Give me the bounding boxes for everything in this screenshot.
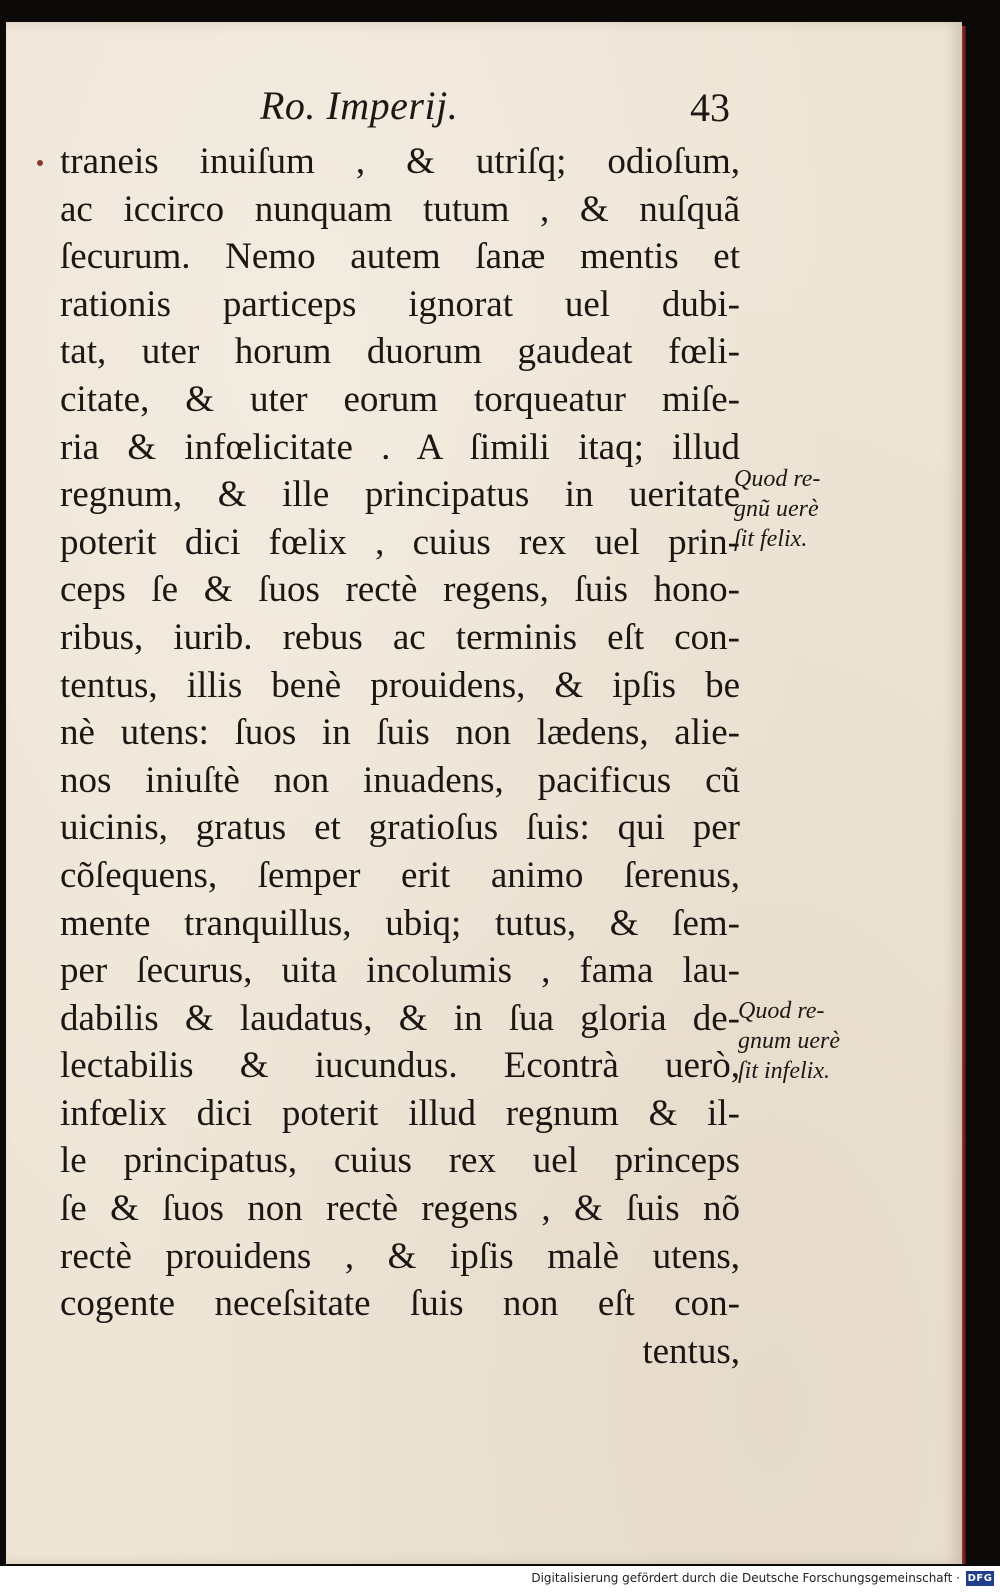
text-line: ac iccirco nunquam tutum , & nuſquã — [60, 188, 740, 230]
marginal-note-felix — [734, 464, 820, 554]
page-number: 43 — [690, 85, 730, 130]
text-line: mente tranquillus, ubiq; tutus, & ſem- — [60, 902, 740, 944]
text-line: tentus, illis benè prouidens, & ipſis be — [60, 664, 740, 706]
marginal-note-infelix — [738, 996, 840, 1086]
text-line: lectabilis & iucundus. Econtrà uerò, — [60, 1045, 740, 1087]
marginal-note-line: Quod re- — [734, 466, 821, 492]
text-line: dabilis & laudatus, & in ſua gloria de- — [60, 997, 740, 1039]
text-line: traneis inuiſum , & utriſq; odioſum, — [60, 141, 740, 182]
text-line: nè utens: ſuos in ſuis non lædens, alie- — [60, 712, 740, 754]
dfg-logo-icon: DFG — [967, 1573, 993, 1584]
text-line: ceps ſe & ſuos rectè regens, ſuis hono- — [60, 569, 740, 611]
text-line: ſecurum. Nemo autem ſanæ mentis et — [60, 236, 740, 278]
footer-bar — [0, 1566, 1000, 1592]
running-head — [60, 82, 730, 134]
text-line: ſe & ſuos non rectè regens , & ſuis nõ — [60, 1188, 740, 1230]
text-line: citate, & uter eorum torqueatur miſe- — [60, 378, 740, 420]
ink-mark — [37, 160, 43, 166]
body-text — [60, 138, 740, 1375]
text-line: rationis particeps ignorat uel dubi- — [60, 283, 740, 325]
text-line: regnum, & ille principatus in ueritate — [60, 474, 740, 516]
text-line: uicinis, gratus et gratioſus ſuis: qui per — [60, 807, 740, 849]
marginal-note-line: ſit infelix. — [738, 1058, 830, 1084]
running-title: Ro. Imperij. — [260, 83, 459, 128]
marginal-note-line: gnum uerè — [738, 1028, 840, 1054]
text-line: rectè prouidens , & ipſis malè utens, — [60, 1235, 740, 1277]
text-line: tat, uter horum duorum gaudeat fœli- — [60, 331, 740, 373]
marginal-note-line: ſit felix. — [734, 526, 808, 552]
text-line: poterit dici fœlix , cuius rex uel prin- — [60, 521, 740, 563]
text-line: per ſecurus, uita incolumis , fama lau- — [60, 950, 740, 992]
text-line: le principatus, cuius rex uel princeps — [60, 1140, 740, 1182]
text-line: cõſequens, ſemper erit animo ſerenus, — [60, 854, 740, 896]
marginal-note-line: Quod re- — [738, 998, 825, 1024]
text-line: cogente neceſsitate ſuis non eſt con- — [60, 1283, 740, 1325]
text-line: tentus, — [642, 1330, 740, 1372]
marginal-note-line: gnũ uerè — [734, 496, 819, 522]
text-line: infœlix dici poterit illud regnum & il- — [60, 1092, 740, 1134]
text-line: nos iniuſtè non inuadens, pacificus cũ — [60, 759, 740, 801]
text-line: ria & infœlicitate . A ſimili itaq; illud — [60, 426, 740, 468]
funding-credit: Digitalisierung gefördert durch die Deutsche Forschungsgemeinschaft · — [531, 1571, 960, 1585]
text-line: ribus, iurib. rebus ac terminis eſt con- — [60, 616, 740, 658]
